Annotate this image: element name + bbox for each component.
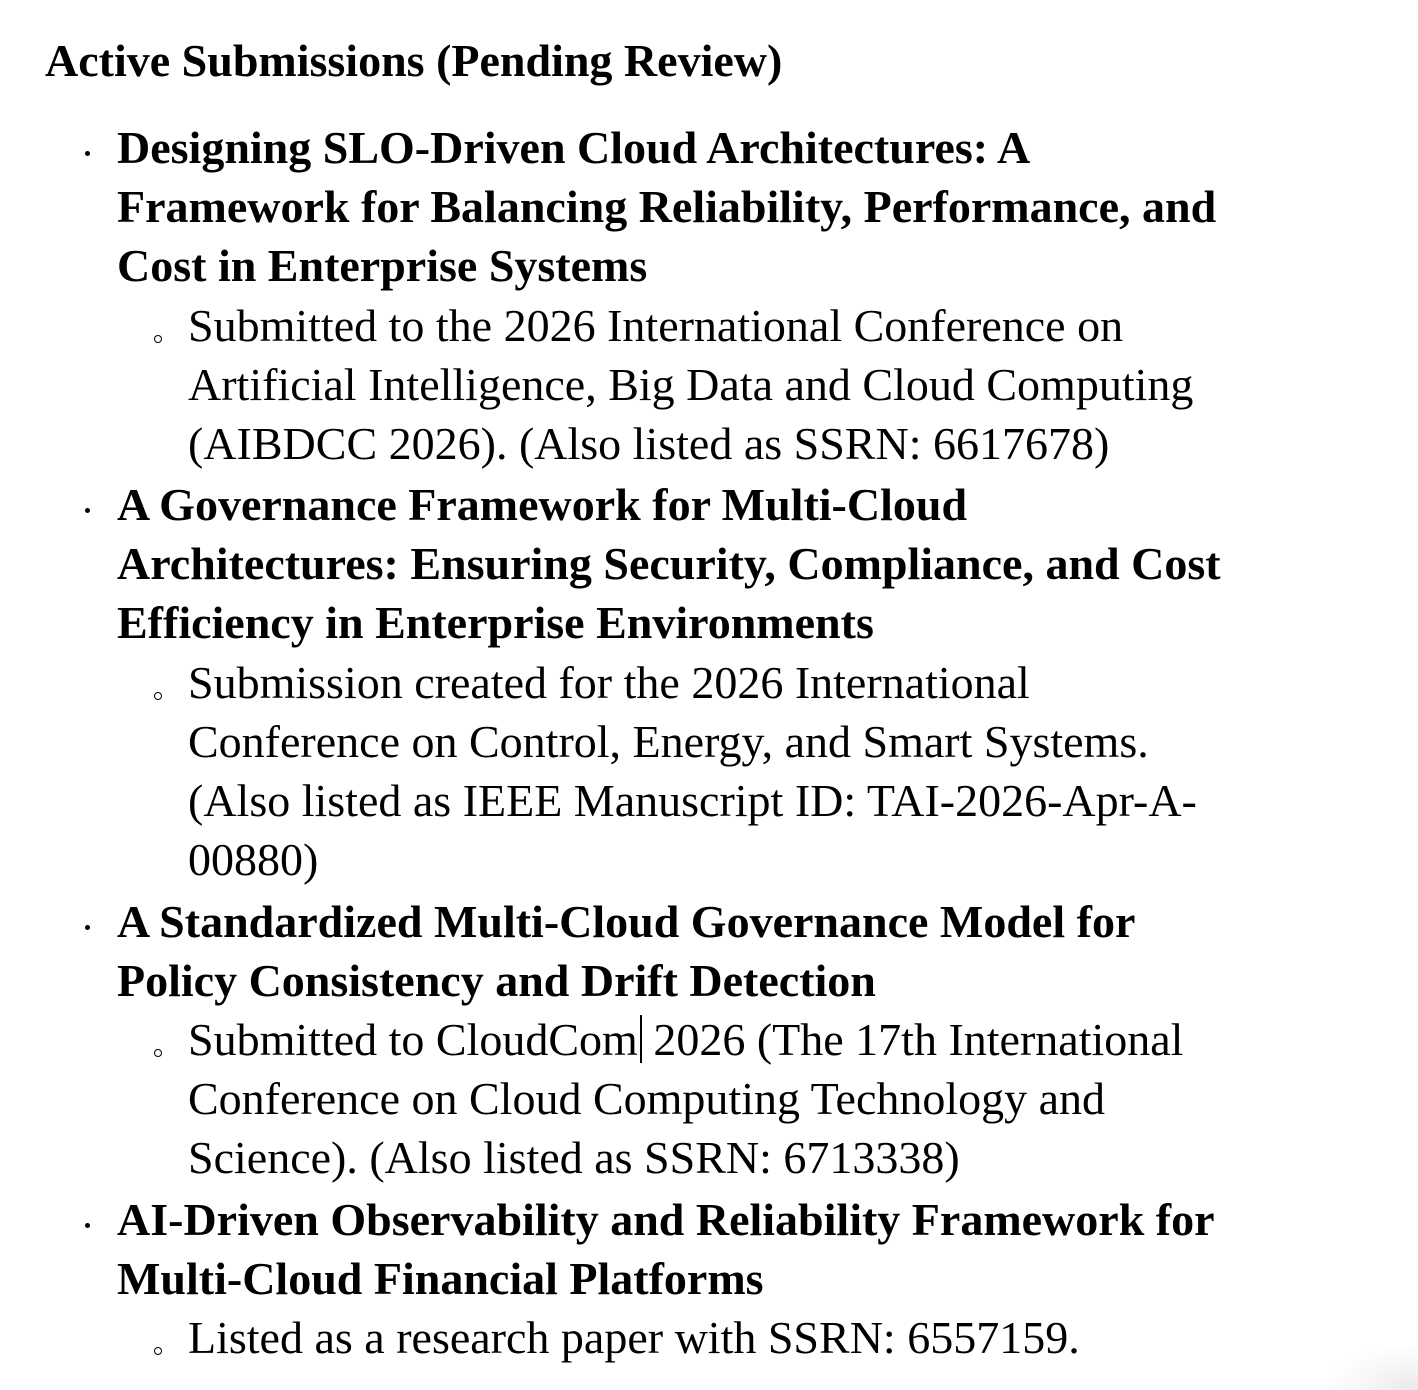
detail-line: Artificial Intelligence, Big Data and Cloud Computing: [188, 359, 1194, 410]
item-title: [117, 118, 1392, 295]
detail-line: Submitted to the 2026 International Conference on: [188, 300, 1124, 351]
detail-line: Conference on Cloud Computing Technology and: [188, 1073, 1106, 1124]
item-detail: [188, 1308, 1358, 1367]
bullet-icon: [80, 920, 94, 934]
detail-text-before-caret: Submitted to CloudCom: [188, 1014, 638, 1065]
item-title: [117, 1190, 1392, 1308]
item-detail: [188, 296, 1358, 473]
detail-line: Listed as a research paper with SSRN: 6557159.: [188, 1312, 1080, 1363]
item-title: [117, 892, 1392, 1010]
bullet-icon: [80, 503, 94, 517]
bullet-icon: [80, 1218, 94, 1232]
item-title: [117, 475, 1392, 652]
title-line: Multi-Cloud Financial Platforms: [117, 1253, 764, 1304]
title-line: Policy Consistency and Drift Detection: [117, 955, 876, 1006]
detail-line: (AIBDCC 2026). (Also listed as SSRN: 6617678): [188, 418, 1110, 469]
title-line: Framework for Balancing Reliability, Performance, and: [117, 181, 1217, 232]
title-line: A Standardized Multi-Cloud Governance Model for: [117, 896, 1136, 947]
title-line: A Governance Framework for Multi-Cloud: [117, 479, 968, 530]
detail-line: Science). (Also listed as SSRN: 6713338): [188, 1132, 960, 1183]
detail-line: Conference on Control, Energy, and Smart Systems.: [188, 716, 1149, 767]
bullet-icon: [80, 146, 94, 160]
hollow-bullet-icon: [151, 1046, 165, 1060]
title-line: Cost in Enterprise Systems: [117, 240, 648, 291]
detail-line: 00880): [188, 834, 319, 885]
hollow-bullet-icon: [151, 332, 165, 346]
hollow-bullet-icon: [151, 1344, 165, 1358]
detail-text-after-caret: 2026 (The 17th International: [641, 1014, 1184, 1065]
section-heading: Active Submissions (Pending Review): [45, 35, 783, 86]
item-detail: [188, 1010, 1358, 1187]
item-detail: [188, 653, 1358, 889]
hollow-bullet-icon: [151, 689, 165, 703]
title-line: Efficiency in Enterprise Environments: [117, 597, 874, 648]
detail-line-with-caret: [188, 1010, 1358, 1069]
title-line: Architectures: Ensuring Security, Compliance, and Cost: [117, 538, 1221, 589]
detail-line: (Also listed as IEEE Manuscript ID: TAI-2026-Apr-A-: [188, 775, 1197, 826]
title-line: AI-Driven Observability and Reliability Framework for: [117, 1194, 1215, 1245]
detail-line: Submission created for the 2026 International: [188, 657, 1030, 708]
title-line: Designing SLO-Driven Cloud Architectures: A: [117, 122, 1031, 173]
